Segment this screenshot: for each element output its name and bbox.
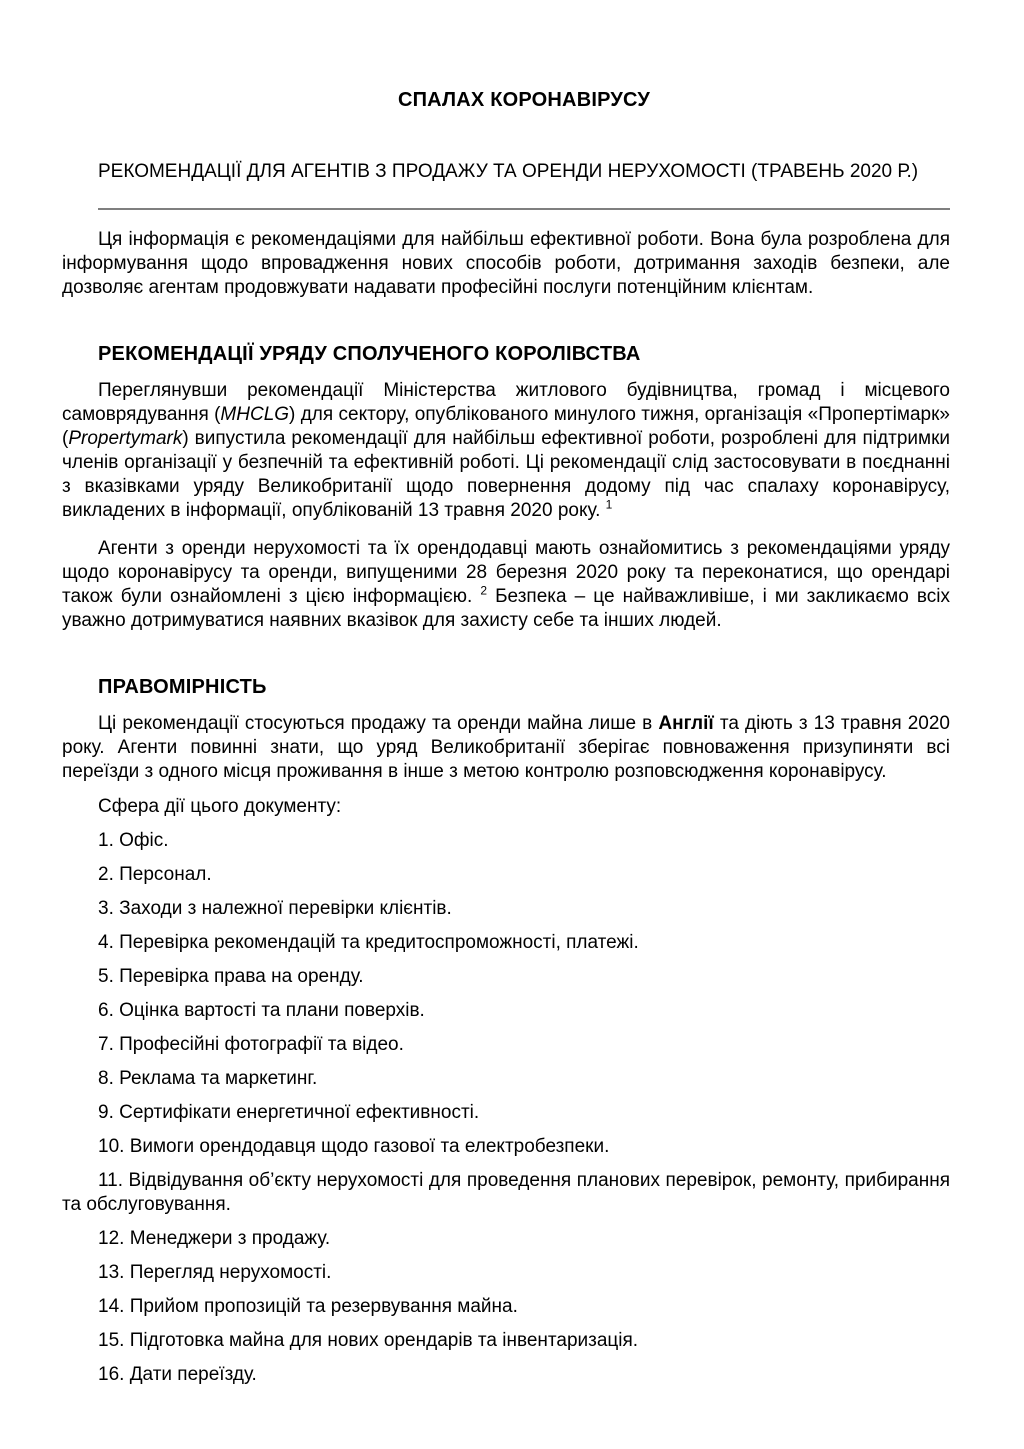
scope-item: 14. Прийом пропозицій та резервування майна.: [98, 1296, 518, 1317]
scope-item: 1. Офіс.: [98, 830, 169, 851]
legality-paragraph: [62, 712, 950, 784]
scope-item: 4. Перевірка рекомендацій та кредитоспроможності, платежі.: [98, 932, 639, 953]
scope-item: 2. Персонал.: [98, 864, 212, 885]
uk-gov-paragraph-2: [62, 537, 950, 633]
scope-intro: Сфера дії цього документу:: [98, 796, 342, 817]
uk-gov-p1-text-2: ) для сектору, опублікованого минулого тижня, організація «Пропертімарк» (: [62, 404, 950, 449]
scope-item: 3. Заходи з належної перевірки клієнтів.: [98, 898, 452, 919]
uk-gov-p1-text-1: Переглянувши рекомендації Міністерства житлового будівництва, громад і місцевого самоврядування (: [62, 380, 950, 425]
scope-item: 16. Дати переїзду.: [98, 1364, 257, 1385]
scope-item: 8. Реклама та маркетинг.: [98, 1068, 318, 1089]
uk-gov-p2-text-1: Агенти з оренди нерухомості та їх орендодавці мають ознайомитись з рекомендаціями уряду щодо коронавірусу та оренди, випущеними 28 березня 2020 року та переконатися, що орендарі також були ознайомлені з цією інформацією.: [62, 538, 950, 607]
propertymark-name: Propertymark: [68, 428, 183, 449]
scope-item: 13. Перегляд нерухомості.: [98, 1262, 332, 1283]
mhclg-abbreviation: MHCLG: [220, 404, 290, 425]
scope-item: 15. Підготовка майна для нових орендарів та інвентаризація.: [98, 1330, 639, 1351]
uk-gov-paragraph-1: [62, 379, 950, 523]
england-bold: Англії: [658, 713, 714, 734]
scope-item: 10. Вимоги орендодавця щодо газової та електробезпеки.: [98, 1136, 610, 1157]
scope-item: 9. Сертифікати енергетичної ефективності.: [98, 1102, 480, 1123]
scope-item: 7. Професійні фотографії та відео.: [98, 1034, 404, 1055]
scope-item: 12. Менеджери з продажу.: [98, 1228, 331, 1249]
legality-text-2: та діють з 13 травня 2020 року. Агенти повинні знати, що уряд Великобританії зберігає повноваження призупиняти всі переїзди з одного місця проживання в інше з метою контролю розповсюдження коронавірусу.: [62, 713, 950, 782]
document-title: СПАЛАХ КОРОНАВІРУСУ: [397, 89, 651, 111]
scope-item: 11. Відвідування об’єкту нерухомості для проведення планових перевірок, ремонту, прибирання та обслуговування.: [62, 1170, 950, 1215]
uk-gov-p2-text-2: Безпека – це найважливіше, і ми закликаємо всіх уважно дотримуватися наявних вказівок для захисту себе та інших людей.: [62, 586, 950, 631]
footnote-reference-1: 1: [605, 497, 613, 512]
section-heading-legality: ПРАВОМІРНІСТЬ: [98, 676, 267, 698]
uk-gov-p1-text-3: ) випустила рекомендації для найбільш ефективної роботи, розроблені для підтримки членів організації у безпечній та ефективній роботі. Ці рекомендації слід застосовувати в поєднанні з вказівками уряду Великобританії щодо повернення додому під час спалаху коронавірусу, викладених в інформації, опублікованій 13 травня 2020 року.: [62, 428, 950, 521]
legality-text-1: Ці рекомендації стосуються продажу та оренди майна лише в: [98, 713, 659, 734]
document-subtitle: РЕКОМЕНДАЦІЇ ДЛЯ АГЕНТІВ З ПРОДАЖУ ТА ОРЕНДИ НЕРУХОМОСТІ (ТРАВЕНЬ 2020 Р.): [98, 161, 919, 182]
section-heading-uk-gov: РЕКОМЕНДАЦІЇ УРЯДУ СПОЛУЧЕНОГО КОРОЛІВСТВА: [98, 343, 641, 365]
horizontal-divider: [98, 208, 950, 210]
scope-item: 6. Оцінка вартості та плани поверхів.: [98, 1000, 425, 1021]
intro-paragraph: Ця інформація є рекомендаціями для найбільш ефективної роботи. Вона була розроблена для інформування щодо впровадження нових способів роботи, дотримання заходів безпеки, але дозволяє агентам продовжувати надавати професійні послуги потенційним клієнтам.: [62, 229, 950, 298]
footnote-reference-2: 2: [480, 583, 487, 598]
scope-item: 5. Перевірка права на оренду.: [98, 966, 364, 987]
